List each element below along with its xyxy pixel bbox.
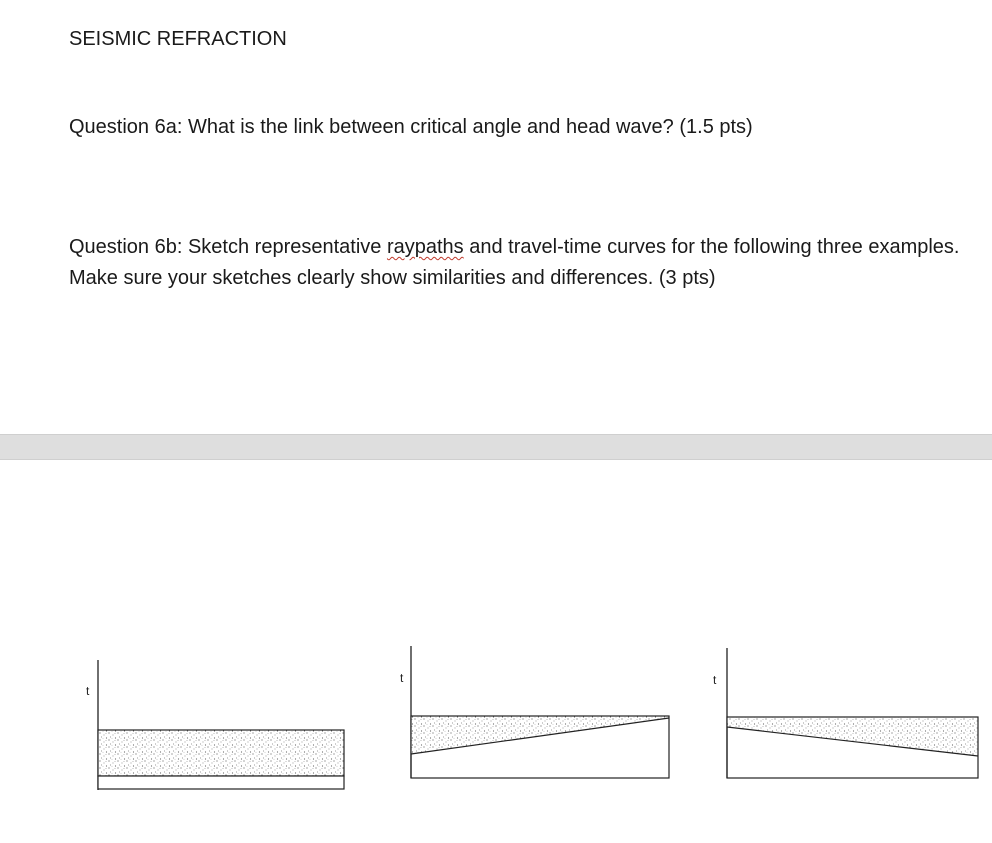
lower-layer	[98, 776, 344, 789]
t-axis-label: t	[400, 671, 404, 685]
question-6a: Question 6a: What is the link between critical angle and head wave? (1.5 pts)	[69, 116, 753, 138]
t-axis-label: t	[713, 673, 717, 687]
section-heading: SEISMIC REFRACTION	[69, 28, 287, 50]
figures-area	[0, 620, 992, 820]
t-axis-label: t	[86, 684, 90, 698]
upper-layer	[727, 717, 978, 756]
example-layer-dipping-up-right	[400, 646, 669, 778]
question-6b-text-start: Question 6b: Sketch representative	[69, 236, 387, 258]
page-break-bar	[0, 434, 992, 460]
question-6b	[69, 232, 979, 294]
spellcheck-word[interactable]: raypaths	[386, 236, 464, 258]
example-horizontal-layer	[86, 660, 344, 790]
question-6b-text-end: and travel-time curves for the following three examples. Make sure your sketches clearly show similarities and differences. (3 pts)	[69, 236, 960, 289]
example-layer-dipping-down-right	[713, 648, 978, 778]
upper-layer	[98, 730, 344, 776]
